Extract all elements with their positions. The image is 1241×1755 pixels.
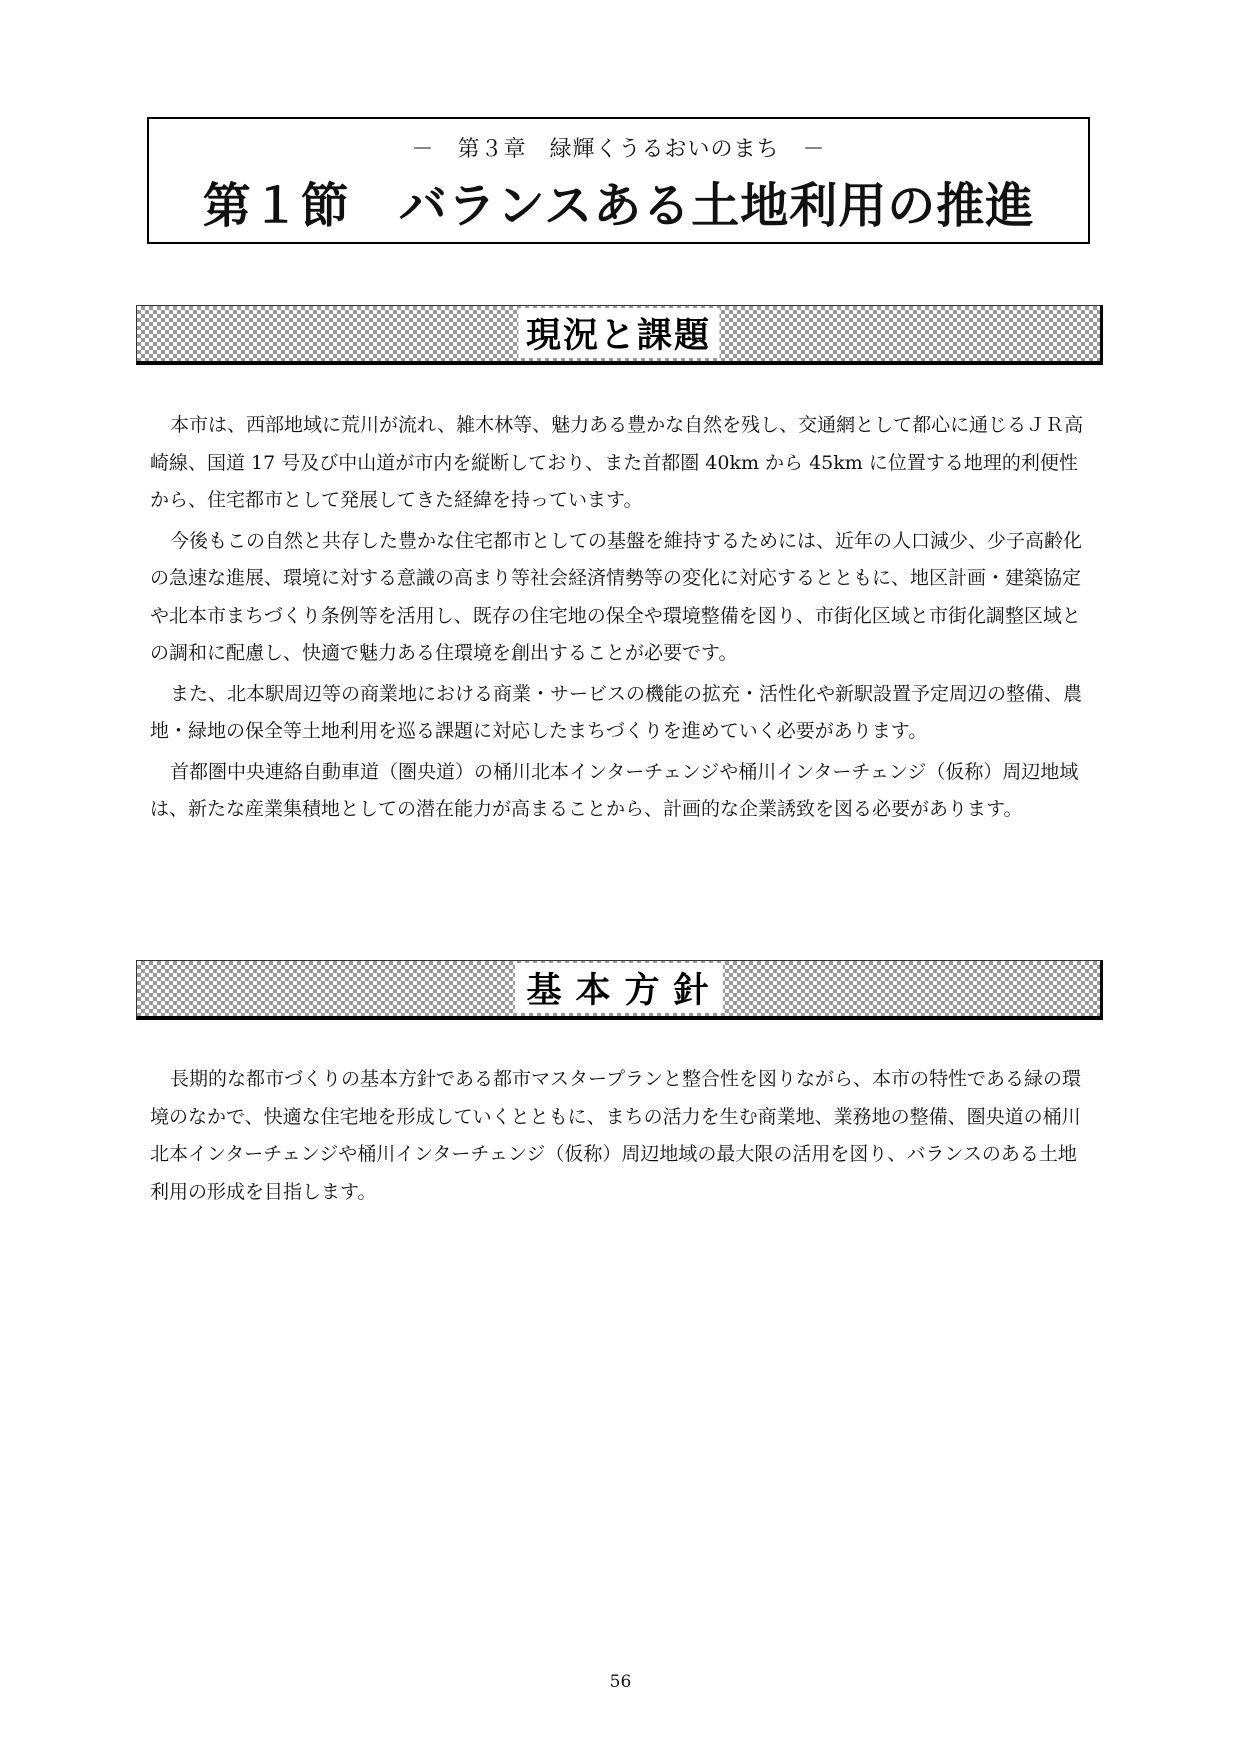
current-issues-body	[150, 407, 1090, 829]
section-heading-basic-policy: 基本方針	[514, 963, 722, 1013]
section-heading-current-issues: 現況と課題	[518, 308, 719, 358]
section-heading-bar-current-issues	[136, 305, 1103, 365]
paragraph: 本市は、西部地域に荒川が流れ、雑木林等、魅力ある豊かな自然を残し、交通網として都心に通じるＪＲ高崎線、国道 17 号及び中山道が市内を縦断しており、また首都圏 40km から 45km に位置する地理的利便性から、住宅都市として発展してきた経緯を持っています。	[150, 414, 1084, 511]
paragraph: 首都圏中央連絡自動車道（圏央道）の桶川北本インターチェンジや桶川インターチェンジ（仮称）周辺地域は、新たな産業集積地としての潜在能力が高まることから、計画的な企業誘致を図る必要があります。	[150, 760, 1079, 820]
paragraph: 今後もこの自然と共存した豊かな住宅都市としての基盤を維持するためには、近年の人口減少、少子高齢化の急速な進展、環境に対する意識の高まり等社会経済情勢等の変化に対応するとともに、地区計画・建築協定や北本市まちづくり条例等を活用し、既存の住宅地の保全や環境整備を図り、市街化区域と市街化調整区域との調和に配慮し、快適で魅力ある住環境を創出することが必要です。	[150, 529, 1083, 664]
paragraph: また、北本駅周辺等の商業地における商業・サービスの機能の拡充・活性化や新駅設置予定周辺の整備、農地・緑地の保全等土地利用を巡る課題に対応したまちづくりを進めていく必要があります。	[150, 682, 1083, 742]
section-title-box	[147, 117, 1090, 244]
page-number: 56	[609, 1672, 632, 1692]
basic-policy-body	[150, 1061, 1090, 1211]
chapter-subtitle: － 第３章 緑輝くうるおいのまち －	[411, 137, 826, 162]
paragraph: 長期的な都市づくりの基本方針である都市マスタープランと整合性を図りながら、本市の特性である緑の環境のなかで、快適な住宅地を形成していくとともに、まちの活力を生む商業地、業務地の整備、圏央道の桶川北本インターチェンジや桶川インターチェンジ（仮称）周辺地域の最大限の活用を図り、バランスのある土地利用の形成を目指します。	[150, 1068, 1082, 1203]
section-heading-bar-basic-policy	[136, 960, 1103, 1020]
section-title: 第１節 バランスある土地利用の推進	[202, 178, 1035, 234]
